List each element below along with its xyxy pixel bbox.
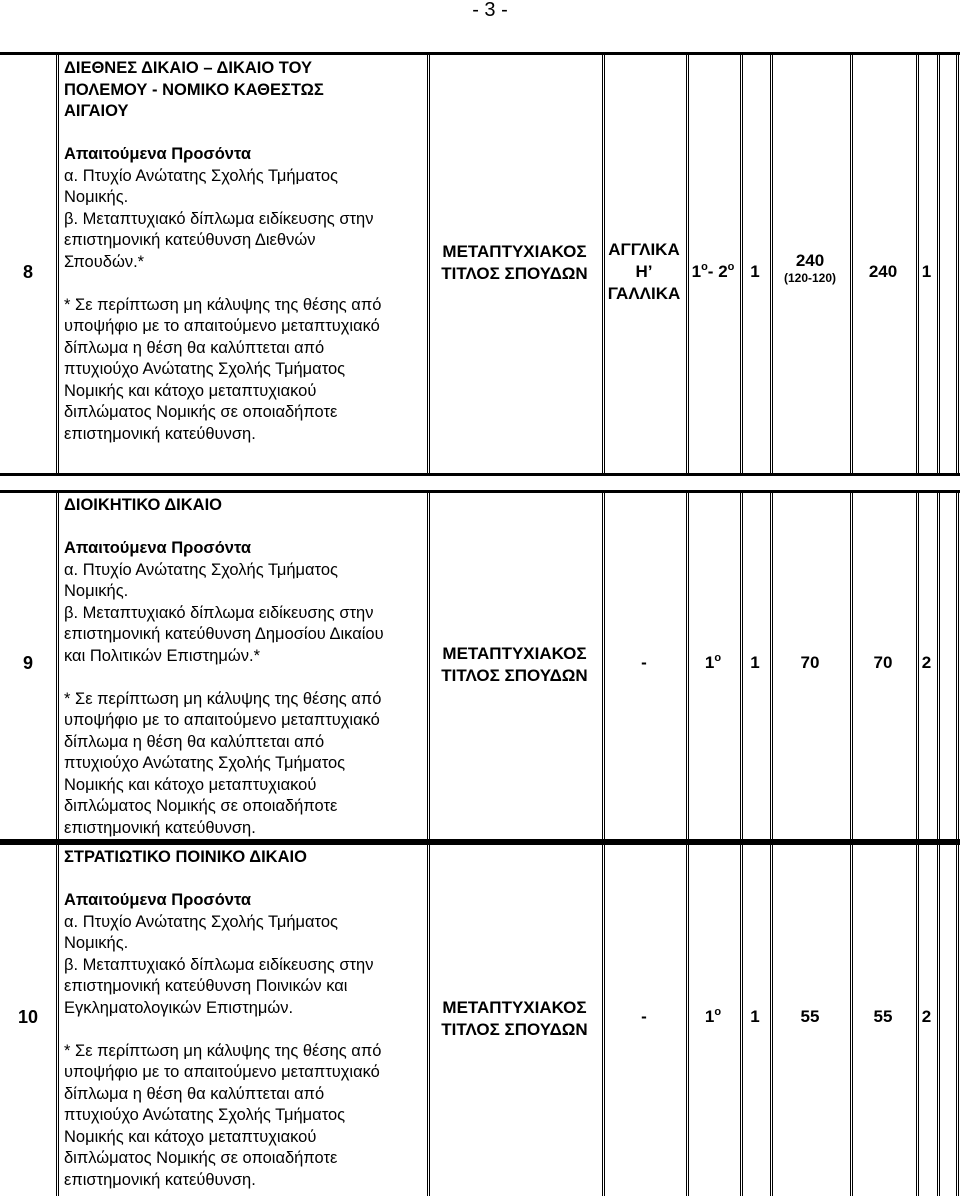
qualification-type-line: ΤΙΤΛΟΣ ΣΠΟΥΔΩΝ bbox=[441, 666, 588, 685]
position-description bbox=[64, 495, 429, 839]
cell-value: 240 bbox=[868, 262, 898, 281]
qualification-type bbox=[427, 241, 602, 285]
requirement-line: Νομικής. bbox=[64, 582, 129, 600]
column-divider bbox=[56, 845, 59, 1196]
qualification-type-line: ΤΙΤΛΟΣ ΣΠΟΥΔΩΝ bbox=[441, 264, 588, 283]
requirement-line: επιστημονική κατεύθυνση Ποινικών και bbox=[64, 977, 348, 995]
points-cell bbox=[770, 251, 850, 285]
table-row bbox=[0, 842, 960, 1196]
qualification-type-line: ΜΕΤΑΠΤΥΧΙΑΚΟΣ bbox=[442, 644, 587, 663]
requirement-line: Εγκληματολογικών Επιστημών. bbox=[64, 998, 294, 1017]
note-line: υποψήφιο με το απαιτούμενο μεταπτυχιακό bbox=[64, 317, 380, 335]
qualification-type-line: ΜΕΤΑΠΤΥΧΙΑΚΟΣ bbox=[442, 998, 587, 1017]
level-value: 1 bbox=[691, 262, 702, 281]
note-line: υποψήφιο με το απαιτούμενο μεταπτυχιακό bbox=[64, 711, 380, 729]
language-level bbox=[686, 1007, 740, 1027]
note-line: επιστημονική κατεύθυνση. bbox=[64, 424, 256, 443]
requirement-line: επιστημονική κατεύθυνση Διεθνών bbox=[64, 231, 316, 249]
note-line: επιστημονική κατεύθυνση. bbox=[64, 818, 256, 837]
level-superscript: ο bbox=[714, 652, 722, 664]
note-line: Νομικής και κάτοχο μεταπτυχιακού bbox=[64, 381, 317, 400]
note-line: δίπλωμα η θέση θα καλύπτεται από bbox=[64, 1084, 325, 1103]
language-level: $1^o-$ $2^o$ bbox=[691, 261, 735, 281]
note-line: Νομικής και κάτοχο μεταπτυχιακού bbox=[64, 1127, 317, 1146]
requirement-line: Νομικής. bbox=[64, 934, 129, 952]
subject-line: ΣΤΡΑΤΙΩΤΙΚΟ ΠΟΙΝΙΚΟ ΔΙΚΑΙΟ bbox=[64, 848, 307, 866]
position-description bbox=[64, 58, 429, 445]
row-number: 8 bbox=[22, 262, 33, 282]
requirement-line: β. Μεταπτυχιακό δίπλωμα ειδίκευσης στην bbox=[64, 955, 374, 974]
table-row bbox=[0, 52, 960, 476]
cell-value: 1 bbox=[921, 262, 932, 281]
subject-line: ΔΙΟΙΚΗΤΙΚΟ ΔΙΚΑΙΟ bbox=[64, 496, 223, 514]
qualification-type-line: ΜΕΤΑΠΤΥΧΙΑΚΟΣ bbox=[442, 242, 587, 261]
points-cell: 70 bbox=[800, 653, 820, 672]
level-value: 2 bbox=[718, 262, 728, 281]
requirement-line: Νομικής. bbox=[64, 188, 129, 206]
requirements-heading: Απαιτούμενα Προσόντα bbox=[64, 891, 252, 909]
requirement-line: β. Μεταπτυχιακό δίπλωμα ειδίκευσης στην bbox=[64, 603, 374, 622]
column-divider bbox=[956, 493, 959, 839]
note-line: διπλώματος Νομικής σε οποιαδήποτε bbox=[64, 403, 338, 421]
language: - bbox=[641, 1007, 647, 1026]
cell-value: 55 bbox=[873, 1007, 893, 1026]
cell-value: 1 bbox=[750, 262, 760, 281]
position-description bbox=[64, 847, 429, 1191]
qualification-type-line: ΤΙΤΛΟΣ ΣΠΟΥΔΩΝ bbox=[441, 1020, 588, 1039]
level-superscript: ο bbox=[714, 1006, 722, 1018]
requirements-heading: Απαιτούμενα Προσόντα bbox=[64, 145, 252, 163]
note-line: υποψήφιο με το απαιτούμενο μεταπτυχιακό bbox=[64, 1063, 380, 1081]
level-value: 1 bbox=[704, 653, 715, 672]
cell-value: 2 bbox=[921, 1007, 932, 1026]
language-level bbox=[686, 653, 740, 673]
note-line: πτυχιούχο Ανώτατης Σχολής Τμήματος bbox=[64, 1106, 346, 1124]
qualification-type bbox=[427, 997, 602, 1041]
row-number: 10 bbox=[17, 1007, 39, 1027]
note-line: επιστημονική κατεύθυνση. bbox=[64, 1170, 256, 1189]
column-divider bbox=[956, 55, 959, 473]
note-line: πτυχιούχο Ανώτατης Σχολής Τμήματος bbox=[64, 754, 346, 772]
language bbox=[602, 239, 686, 305]
cell-value: 1 bbox=[750, 653, 760, 672]
column-divider bbox=[937, 845, 940, 1196]
requirement-line: α. Πτυχίο Ανώτατης Σχολής Τμήματος bbox=[64, 912, 338, 931]
column-divider bbox=[56, 55, 59, 473]
row-number: 9 bbox=[22, 653, 33, 673]
language: - bbox=[641, 653, 647, 672]
subject-line: ΑΙΓΑΙΟΥ bbox=[64, 102, 129, 120]
points-breakdown: (120-120) bbox=[783, 271, 837, 285]
requirements-heading: Απαιτούμενα Προσόντα bbox=[64, 539, 252, 557]
level-superscript: ο bbox=[701, 261, 708, 273]
language-line: ΑΓΓΛΙΚΑ bbox=[608, 240, 680, 259]
language-line: ΓΑΛΛΙΚΑ bbox=[607, 284, 681, 303]
page-number: - 3 - bbox=[472, 0, 508, 21]
note-line: * Σε περίπτωση μη κάλυψης της θέσης από bbox=[64, 1041, 382, 1060]
cell-value: 1 bbox=[750, 1007, 760, 1026]
table-row bbox=[0, 490, 960, 842]
subject-line: ΠΟΛΕΜΟΥ - ΝΟΜΙΚΟ ΚΑΘΕΣΤΩΣ bbox=[64, 80, 324, 99]
points-cell: 55 bbox=[800, 1007, 820, 1026]
subject-line: ΔΙΕΘΝΕΣ ΔΙΚΑΙΟ – ΔΙΚΑΙΟ ΤΟΥ bbox=[64, 59, 312, 77]
column-divider bbox=[937, 55, 940, 473]
note-line: δίπλωμα η θέση θα καλύπτεται από bbox=[64, 338, 325, 357]
column-divider bbox=[956, 845, 959, 1196]
points-main: 240 bbox=[795, 251, 825, 270]
requirement-line: β. Μεταπτυχιακό δίπλωμα ειδίκευσης στην bbox=[64, 209, 374, 228]
requirement-line: και Πολιτικών Επιστημών.* bbox=[64, 646, 261, 665]
language-line: Η’ bbox=[635, 262, 653, 281]
note-line: πτυχιούχο Ανώτατης Σχολής Τμήματος bbox=[64, 360, 346, 378]
requirement-line: επιστημονική κατεύθυνση Δημοσίου Δικαίου bbox=[64, 625, 384, 643]
note-line: διπλώματος Νομικής σε οποιαδήποτε bbox=[64, 797, 338, 815]
qualification-type bbox=[427, 643, 602, 687]
requirement-line: α. Πτυχίο Ανώτατης Σχολής Τμήματος bbox=[64, 166, 338, 185]
note-line: δίπλωμα η θέση θα καλύπτεται από bbox=[64, 732, 325, 751]
note-line: * Σε περίπτωση μη κάλυψης της θέσης από bbox=[64, 689, 382, 708]
requirement-line: α. Πτυχίο Ανώτατης Σχολής Τμήματος bbox=[64, 560, 338, 579]
column-divider bbox=[937, 493, 940, 839]
requirement-line: Σπουδών.* bbox=[64, 252, 145, 271]
note-line: διπλώματος Νομικής σε οποιαδήποτε bbox=[64, 1149, 338, 1167]
note-line: * Σε περίπτωση μη κάλυψης της θέσης από bbox=[64, 295, 382, 314]
cell-value: 2 bbox=[921, 653, 932, 672]
level-value: 1 bbox=[704, 1007, 715, 1026]
level-superscript: ο bbox=[727, 261, 735, 273]
column-divider bbox=[56, 493, 59, 839]
note-line: Νομικής και κάτοχο μεταπτυχιακού bbox=[64, 775, 317, 794]
cell-value: 70 bbox=[873, 653, 893, 672]
